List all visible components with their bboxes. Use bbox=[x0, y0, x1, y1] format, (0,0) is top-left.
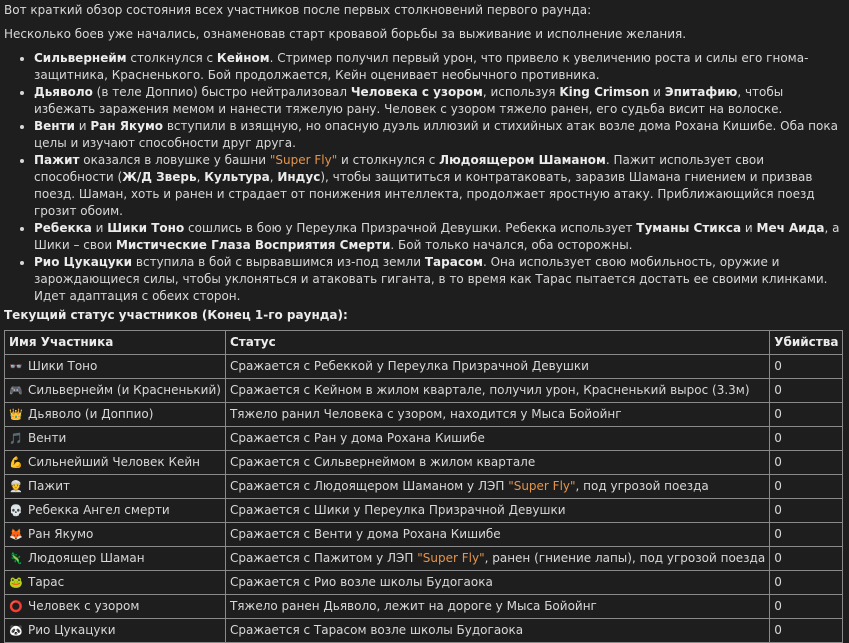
name-cell bbox=[5, 427, 226, 451]
flexed-biceps-icon: 💪 bbox=[9, 456, 23, 469]
intro-text: Вот краткий обзор состояния всех участников после первых столкновений первого раунда: bbox=[4, 3, 592, 17]
list-text: . Стример получил первый урон, что привело к увеличению роста и силы его гнома-защитника, Красненького. Бой продолжается, Кейн оценивает необычного противника. bbox=[34, 51, 809, 82]
status-cell: Сражается с Ран у дома Рохана Кишибе bbox=[225, 427, 769, 451]
participant-name: Ребекка bbox=[34, 221, 92, 235]
table-row bbox=[5, 595, 843, 619]
participant-name: Сильвернейм bbox=[34, 51, 127, 65]
list-text: (в теле Доппио) быстро нейтрализовал bbox=[92, 85, 351, 99]
kills-cell: 0 bbox=[770, 379, 843, 403]
kills-cell: 0 bbox=[770, 499, 843, 523]
name-cell bbox=[5, 499, 226, 523]
panda-icon: 🐼 bbox=[9, 624, 23, 637]
status-cell: Сражается с Сильвернеймом в жилом квартале bbox=[225, 451, 769, 475]
crown-icon: 👑 bbox=[9, 408, 23, 421]
status-cell: Сражается с Венти у дома Рохана Кишибе bbox=[225, 523, 769, 547]
list-text: ), чтобы защититься и контратаковать, заразив Шамана гниением и призвав поезд. Шаман, хоть и ранен и страдает от понижения интеллекта, продолжает яростную атаку. Приближающийся поезд грозит обоим. bbox=[34, 170, 815, 218]
lead-text: Несколько боев уже начались, ознаменовав старт кровавой борьбы за выживание и исполнение желания. bbox=[4, 27, 687, 41]
status-cell: Тяжело ранил Человека с узором, находится у Мыса Бойойнг bbox=[225, 403, 769, 427]
kills-cell: 0 bbox=[770, 523, 843, 547]
participant-name: Людоящер Шаман bbox=[28, 551, 145, 565]
status-text: Сражается с Пажитом у ЛЭП bbox=[229, 551, 418, 565]
participant-name: Дьяволо bbox=[34, 85, 93, 99]
name-cell bbox=[5, 547, 226, 571]
name-cell bbox=[5, 379, 226, 403]
ability-name: Ж/Д Зверь bbox=[122, 170, 197, 184]
list-item bbox=[34, 152, 844, 220]
kills-cell: 0 bbox=[770, 427, 843, 451]
frog-icon: 🐸 bbox=[9, 576, 23, 589]
list-item bbox=[34, 50, 844, 84]
kills-cell: 0 bbox=[770, 619, 843, 643]
list-text: столкнулся с bbox=[126, 51, 217, 65]
table-row bbox=[5, 571, 843, 595]
table-row bbox=[5, 619, 843, 643]
fox-icon: 🦊 bbox=[9, 528, 23, 541]
list-text: . Пажит использует свои способности ( bbox=[34, 153, 765, 184]
participant-name: Пажит bbox=[34, 153, 80, 167]
kills-cell: 0 bbox=[770, 451, 843, 475]
list-text: и столкнулся с bbox=[337, 153, 440, 167]
ability-name: Мистические Глаза Восприятия Смерти bbox=[115, 238, 391, 252]
status-cell: Сражается с Тарасом возле школы Будогаока bbox=[225, 619, 769, 643]
list-text: сошлись в бою у Переулка Призрачной Девушки. Ребекка использует bbox=[184, 221, 637, 235]
ability-name: King Crimson bbox=[559, 85, 650, 99]
participant-name: Венти bbox=[34, 119, 75, 133]
table-row bbox=[5, 403, 843, 427]
status-cell: Сражается с Рио возле школы Будогаока bbox=[225, 571, 769, 595]
participant-name: Человека с узором bbox=[350, 85, 483, 99]
list-text: , bbox=[196, 170, 205, 184]
participant-name: Тарасом bbox=[424, 255, 483, 269]
kills-cell: 0 bbox=[770, 403, 843, 427]
status-table bbox=[4, 330, 843, 643]
participant-name: Ран Якумо bbox=[90, 119, 164, 133]
ability-name: Эпитафию bbox=[664, 85, 738, 99]
name-cell bbox=[5, 595, 226, 619]
list-text: и bbox=[91, 221, 108, 235]
status-text: , под угрозой поезда bbox=[575, 479, 709, 493]
status-text: , ранен (гниение лапы), под угрозой поезда bbox=[484, 551, 766, 565]
name-cell bbox=[5, 619, 226, 643]
list-text: , а Шики – свои bbox=[34, 221, 840, 252]
status-cell: Сражается с Шики у Переулка Призрачной Девушки bbox=[225, 499, 769, 523]
participant-name: Человек с узором bbox=[28, 599, 140, 613]
turban-icon: 👳 bbox=[9, 480, 23, 493]
table-row bbox=[5, 499, 843, 523]
ability-name: Индус bbox=[277, 170, 321, 184]
participant-name: Ребекка Ангел смерти bbox=[28, 503, 170, 517]
glasses-icon: 👓 bbox=[9, 360, 23, 373]
participant-name: Кейном bbox=[216, 51, 270, 65]
list-text: . Бой только начался, оба осторожны. bbox=[390, 238, 633, 252]
list-text: вступили в изящную, но опасную дуэль иллюзий и стихийных атак возле дома Рохана Кишибе. Оба пока целы и изучают способности друг друга. bbox=[34, 119, 838, 150]
table-row bbox=[5, 427, 843, 451]
column-header-status: Статус bbox=[225, 331, 769, 355]
list-text: . Она использует свою мобильность, оружие и зарождающиеся силы, чтобы уклоняться и атаковать гиганта, в то время как Тарас пытается достать ее своими клинками. Идет адаптация с обеих сторон. bbox=[34, 255, 828, 303]
participant-name: Пажит bbox=[28, 479, 70, 493]
ability-name: Меч Аида bbox=[756, 221, 825, 235]
table-row bbox=[5, 475, 843, 499]
column-header-name: Имя Участника bbox=[5, 331, 226, 355]
table-header-row bbox=[5, 331, 843, 355]
table-row bbox=[5, 355, 843, 379]
list-item bbox=[34, 254, 844, 305]
status-heading: Текущий статус участников (Конец 1-го раунда): bbox=[4, 308, 348, 322]
location-highlight: "Super Fly" bbox=[417, 551, 485, 565]
participant-name: Сильвернейм (и Красненький) bbox=[28, 383, 221, 397]
list-text: и bbox=[649, 85, 665, 99]
skull-icon: 💀 bbox=[9, 504, 23, 517]
participant-name: Ран Якумо bbox=[28, 527, 94, 541]
list-text: и bbox=[741, 221, 757, 235]
column-header-kills: Убийства bbox=[770, 331, 843, 355]
list-item bbox=[34, 220, 844, 254]
list-text: и bbox=[74, 119, 91, 133]
ability-name: Туманы Стикса bbox=[636, 221, 742, 235]
name-cell bbox=[5, 571, 226, 595]
status-text: Сражается с Людоящером Шаманом у ЛЭП bbox=[229, 479, 509, 493]
table-row bbox=[5, 451, 843, 475]
location-highlight: "Super Fly" bbox=[508, 479, 576, 493]
table-row bbox=[5, 379, 843, 403]
table-row bbox=[5, 547, 843, 571]
list-text: оказался в ловушке у башни bbox=[79, 153, 270, 167]
kills-cell: 0 bbox=[770, 355, 843, 379]
gamepad-icon: 🎮 bbox=[9, 384, 23, 397]
table-row bbox=[5, 523, 843, 547]
participant-name: Рио Цукацуки bbox=[28, 623, 116, 637]
name-cell bbox=[5, 523, 226, 547]
location-highlight: "Super Fly" bbox=[269, 153, 338, 167]
red-circle-icon: ⭕ bbox=[9, 600, 23, 613]
name-cell bbox=[5, 403, 226, 427]
status-cell: Сражается с Ребеккой у Переулка Призрачной Девушки bbox=[225, 355, 769, 379]
participant-name: Тарас bbox=[28, 575, 65, 589]
participant-name: Шики Тоно bbox=[107, 221, 185, 235]
participant-name: Людоящером Шаманом bbox=[439, 153, 606, 167]
list-text: вступила в бой с вырвавшимся из-под земли bbox=[132, 255, 425, 269]
list-text: , чтобы избежать заражения мемом и нанести тяжелую рану. Человек с узором тяжело ранен, его судьба висит на волоске. bbox=[34, 85, 784, 116]
ability-name: Культура bbox=[204, 170, 270, 184]
participant-name: Сильнейший Человек Кейн bbox=[28, 455, 201, 469]
participant-name: Дьяволо (и Доппио) bbox=[28, 407, 154, 421]
kills-cell: 0 bbox=[770, 571, 843, 595]
name-cell bbox=[5, 355, 226, 379]
status-cell bbox=[225, 547, 769, 571]
kills-cell: 0 bbox=[770, 547, 843, 571]
participant-name: Рио Цукацуки bbox=[34, 255, 133, 269]
participant-name: Шики Тоно bbox=[28, 359, 98, 373]
list-item bbox=[34, 84, 844, 118]
participant-name: Венти bbox=[28, 431, 67, 445]
status-cell: Тяжело ранен Дьяволо, лежит на дороге у Мыса Бойойнг bbox=[225, 595, 769, 619]
summary-list bbox=[4, 50, 844, 305]
list-text: , используя bbox=[482, 85, 560, 99]
kills-cell: 0 bbox=[770, 595, 843, 619]
status-cell bbox=[225, 475, 769, 499]
list-text: , bbox=[269, 170, 278, 184]
list-item bbox=[34, 118, 844, 152]
music-note-icon: 🎵 bbox=[9, 432, 23, 445]
status-cell: Сражается с Кейном в жилом квартале, получил урон, Красненький вырос (3.3м) bbox=[225, 379, 769, 403]
name-cell bbox=[5, 451, 226, 475]
kills-cell: 0 bbox=[770, 475, 843, 499]
lizard-icon: 🦎 bbox=[9, 552, 23, 565]
name-cell bbox=[5, 475, 226, 499]
